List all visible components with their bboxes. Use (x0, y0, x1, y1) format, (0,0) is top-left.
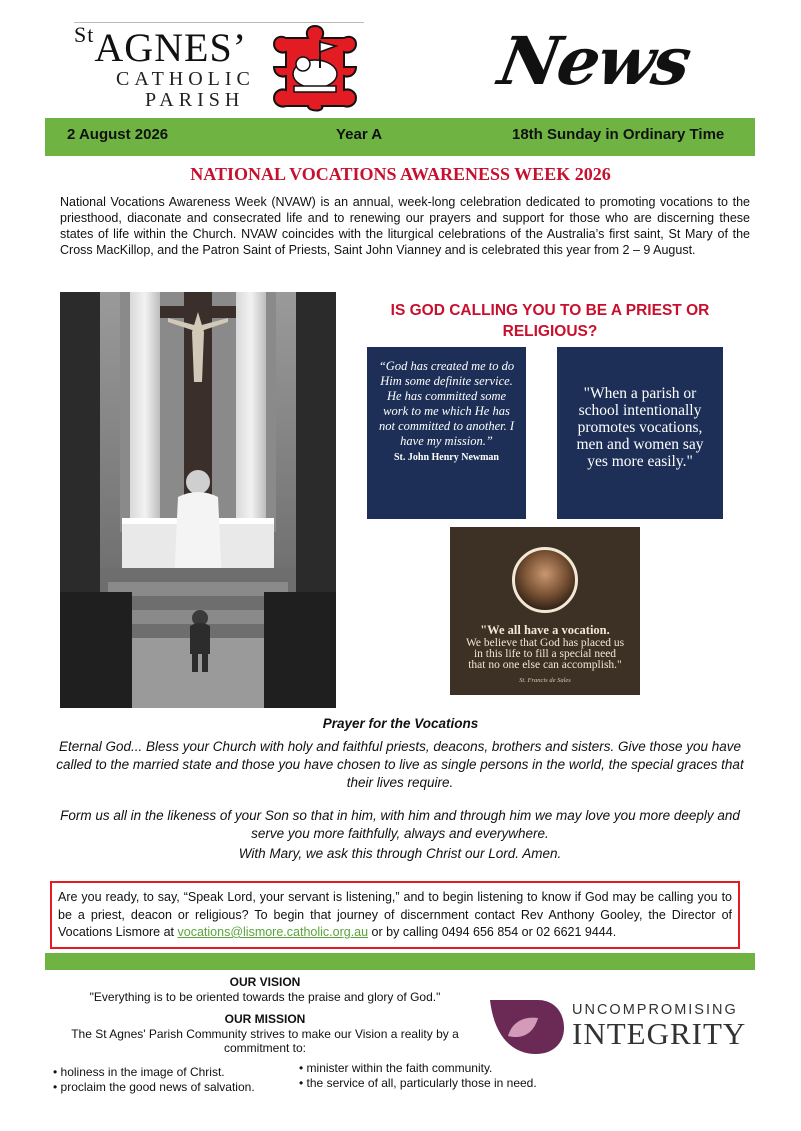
mission-bullet: • proclaim the good news of salvation. (53, 1080, 255, 1094)
prayer-closing: With Mary, we ask this through Christ our Lord. Amen. (238, 846, 562, 861)
parish-crest-icon (270, 22, 360, 112)
vision-heading: OUR VISION (229, 975, 301, 989)
integrity-word: INTEGRITY (572, 1016, 747, 1051)
parish-vocation-quote: "When a parish or school intentionally promotes vocations, men and women say yes more easily." (576, 385, 704, 470)
newman-quote: “God has created me to do Him some definite service. He has committed some work to me which He has not committed to another. I have my mission.” (378, 359, 515, 448)
vision-text: "Everything is to be oriented towards the praise and glory of God." (89, 990, 441, 1004)
newman-author: St. John Henry Newman (393, 452, 499, 463)
vocation-callout-box (50, 881, 740, 949)
integrity-tagline: UNCOMPROMISING (572, 1002, 738, 1018)
mission-heading: OUR MISSION (224, 1012, 306, 1026)
prayer-paragraph-1: Eternal God... Bless your Church with holy and faithful priests, deacons, brothers and sisters. Give those you have called to the married state and those you have chosen to live as single persons in the world, the special graces that their lives require. (56, 739, 744, 790)
mission-bullet: • minister within the faith community. (299, 1061, 493, 1075)
mission-bullet: • holiness in the image of Christ. (53, 1065, 225, 1079)
parish-logo-name: $^{St}$AGNES’ (74, 22, 248, 70)
parish-logo-catholic: CATHOLIC (116, 68, 255, 90)
francis-de-sales-portrait (512, 547, 578, 613)
liturgical-year: Year A (336, 126, 383, 143)
sales-quote-heading: "We all have a vocation. (480, 623, 610, 637)
prayer-title: Prayer for the Vocations (322, 716, 479, 731)
footer-divider-bar (45, 953, 755, 970)
article-intro: National Vocations Awareness Week (NVAW) is an annual, week-long celebration dedicated to promoting vocations to the priesthood, diaconate and consecrated life and to renewing our prayers and support for those who are discerning these states of life within the Church. NVAW coincides with the liturgical celebrations of the Australia’s first saint, St Mary of the Cross MacKillop, and the Patron Saint of Priests, Saint John Vianney and is celebrated this year from 2 – 9 August. (60, 195, 750, 257)
prayer-paragraph-2: Form us all in the likeness of your Son so that in him, with him and through him we may love you more deeply and serve you more faithfully, always and everywhere. (60, 808, 740, 841)
article-title: NATIONAL VOCATIONS AWARENESS WEEK 2026 (190, 164, 611, 184)
masthead-news: News (493, 22, 696, 100)
issue-date: 2 August 2026 (67, 126, 169, 143)
mission-text: The St Agnes' Parish Community strives to make our Vision a reality by a commitment to: (71, 1027, 459, 1055)
parish-logo-parish: PARISH (145, 89, 245, 111)
newman-quote-card (367, 347, 526, 519)
sales-quote-author: St. Francis de Sales (519, 677, 571, 684)
church-altar-photo (60, 292, 336, 708)
liturgical-sunday: 18th Sunday in Ordinary Time (512, 126, 725, 143)
francis-de-sales-card (450, 527, 640, 695)
integrity-leaf-icon (486, 996, 566, 1058)
parish-vocation-quote-card (557, 347, 723, 519)
sales-quote-body: We believe that God has placed us in this life to fill a special need that no one else can accomplish." (465, 637, 625, 671)
vocations-email-link[interactable]: vocations@lismore.catholic.org.au (177, 925, 369, 939)
calling-heading: IS GOD CALLING YOU TO BE A PRIEST OR RELIGIOUS? (390, 302, 710, 340)
mission-bullet: • the service of all, particularly those in need. (299, 1076, 537, 1090)
vocation-callout-text: Are you ready, to say, “Speak Lord, your servant is listening,” and to begin listening to know if God may be calling you to be a priest, deacon or religious? To begin that journey of discernment contact Rev Anthony Gooley, the Director of Vocations Lismore at vocations@lismore.catholic.org.au or by calling 0494 656 854 or 02 6621 9444. (58, 890, 732, 939)
